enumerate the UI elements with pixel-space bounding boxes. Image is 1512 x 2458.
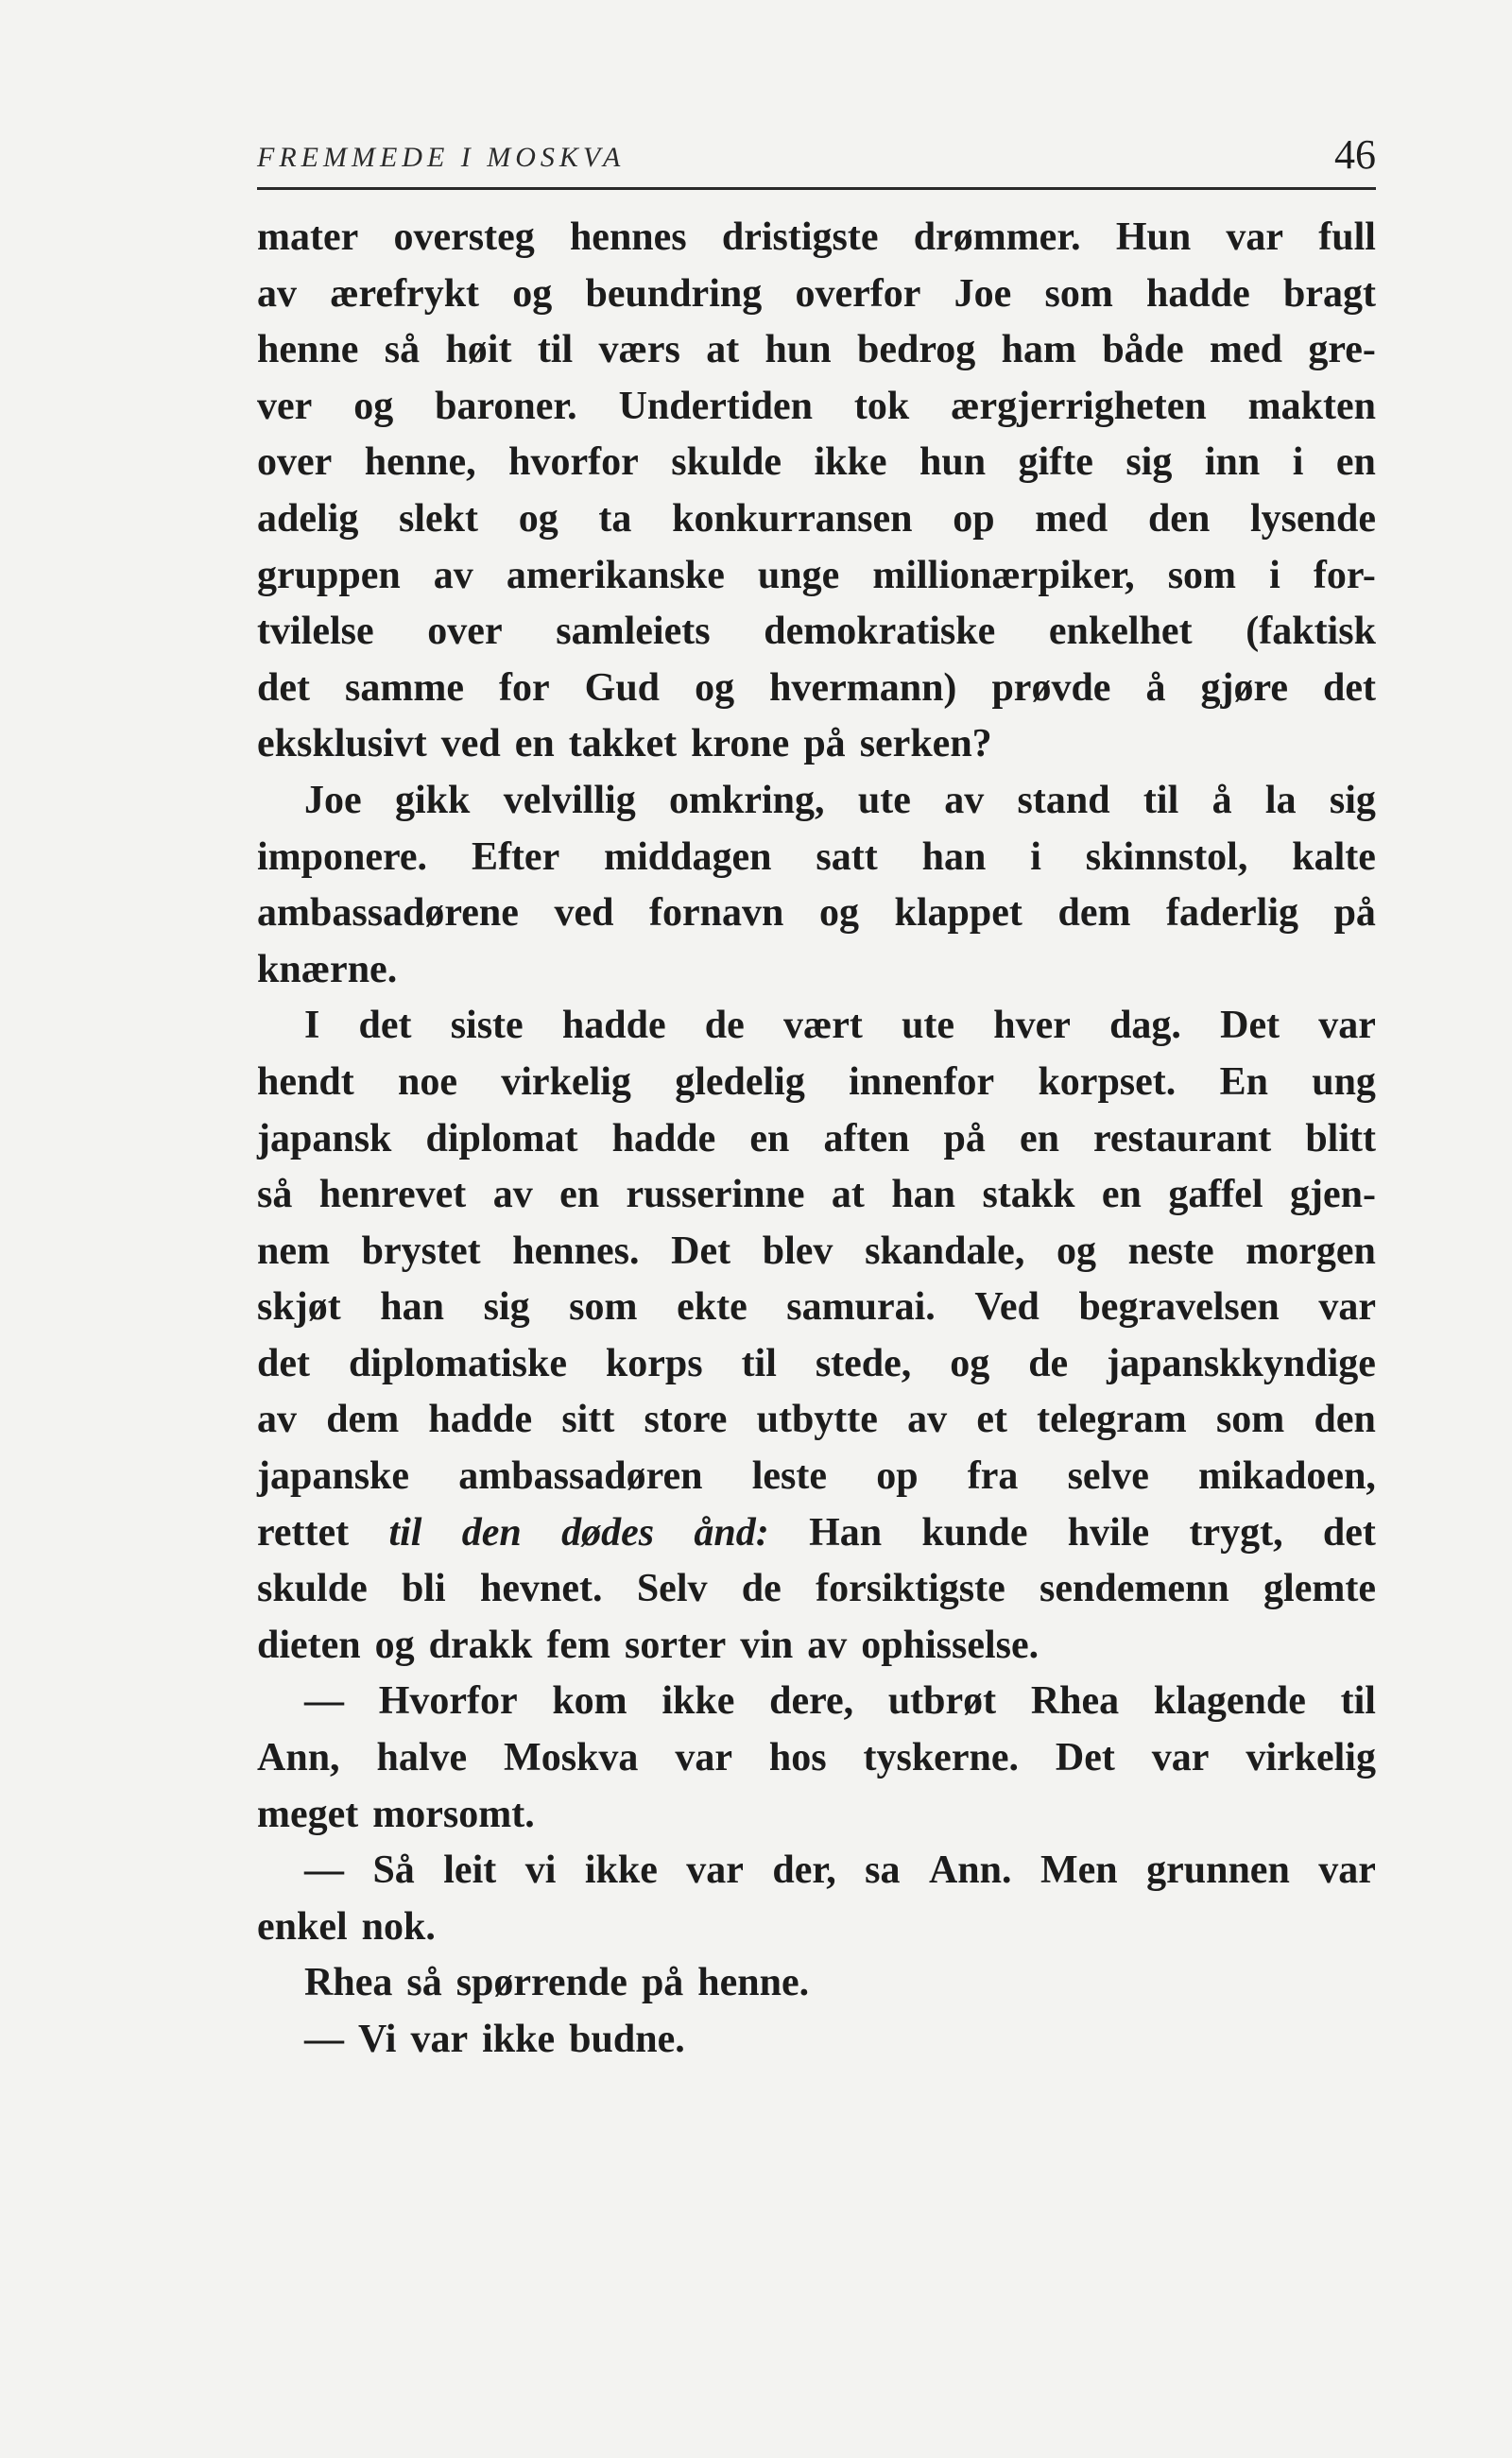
text-line: hendt noe virkelig gledelig innenfor korpset. En ung [257, 1059, 1376, 1104]
text-line: eksklusivt ved en takket krone på serken? [257, 722, 992, 766]
text-line: imponere. Efter middagen satt han i skinnstol, kalte [257, 834, 1376, 879]
text-line: så henrevet av en russerinne at han stakk en gaffel gjen- [257, 1173, 1376, 1217]
text-line: ambassadørene ved fornavn og klappet dem faderlig på [257, 891, 1376, 936]
body-text [257, 210, 1376, 2069]
text-line: Rhea så spørrende på henne. [304, 1961, 810, 2005]
text-line: henne så høit til værs at hun bedrog ham både med gre- [257, 328, 1376, 372]
text-line: knærne. [257, 947, 398, 991]
running-title: FREMMEDE I MOSKVA [257, 142, 626, 173]
text-line: tvilelse over samleiets demokratiske enkelhet (faktisk [257, 610, 1376, 654]
text-line: mater oversteg hennes dristigste drømmer. Hun var full [257, 215, 1376, 259]
text-line: enkel nok. [257, 1904, 436, 1949]
text-line: adelig slekt og ta konkurransen op med den lysende [257, 496, 1376, 541]
text-line: av ærefrykt og beundring overfor Joe som hadde bragt [257, 271, 1376, 316]
text-line: gruppen av amerikanske unge millionærpiker, som i for- [257, 553, 1376, 597]
text-line: det diplomatiske korps til stede, og de japanskkyndige [257, 1341, 1376, 1385]
text-line: det samme for Gud og hvermann) prøvde å gjøre det [257, 665, 1376, 710]
text-line: nem brystet hennes. Det blev skandale, og neste morgen [257, 1229, 1376, 1273]
text-line: — Hvorfor kom ikke dere, utbrøt Rhea klagende til [304, 1679, 1376, 1724]
text-line: japanske ambassadøren leste op fra selve mikadoen, [257, 1454, 1376, 1499]
text-line: dieten og drakk fem sorter vin av ophisselse. [257, 1623, 1040, 1667]
text-line: skulde bli hevnet. Selv de forsiktigste sendemenn glemte [257, 1567, 1376, 1611]
text-line: skjøt han sig som ekte samurai. Ved begravelsen var [257, 1285, 1376, 1330]
text-line: — Vi var ikke budne. [304, 2018, 685, 2061]
text-line: ver og baroner. Undertiden tok ærgjerrigheten makten [257, 384, 1376, 428]
text-line: av dem hadde sitt store utbytte av et telegram som den [257, 1398, 1376, 1442]
text-line: Joe gikk velvillig omkring, ute av stand til å la sig [304, 778, 1376, 822]
text-line: — Så leit vi ikke var der, sa Ann. Men grunnen var [304, 1848, 1376, 1893]
text-line: rettet til den dødes ånd: Han kunde hvile trygt, det [257, 1510, 1376, 1555]
text-line: japansk diplomat hadde en aften på en restaurant blitt [257, 1116, 1376, 1160]
text-line: I det siste hadde de vært ute hver dag. Det var [304, 1004, 1376, 1048]
page-number: 46 [1334, 131, 1376, 178]
page-header [257, 130, 1376, 190]
text-line: Ann, halve Moskva var hos tyskerne. Det var virkelig [257, 1736, 1376, 1780]
text-line: over henne, hvorfor skulde ikke hun gifte sig inn i en [257, 440, 1376, 485]
text-line: meget morsomt. [257, 1792, 535, 1836]
